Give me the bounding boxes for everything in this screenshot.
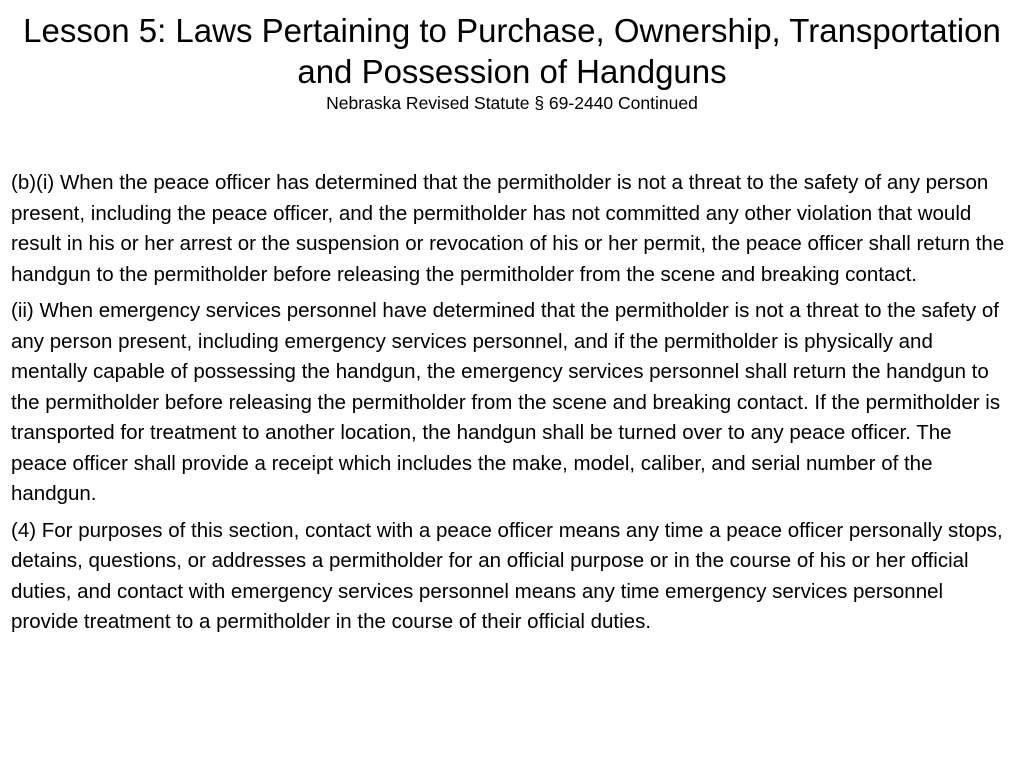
- paragraph-ii: (ii) When emergency services personnel have determined that the permitholder is not a threat to the safety of any person present, including emergency services personnel, and if the permitholder is physically and mentally capable of possessing the handgun, the emergency services personnel shall return the handgun to the permitholder before releasing the permitholder from the scene and breaking contact. If the permitholder is transported for treatment to another location, the handgun shall be turned over to any peace officer. The peace officer shall provide a receipt which includes the make, model, caliber, and serial number of the handgun.: [11, 299, 1001, 505]
- paragraph-4: (4) For purposes of this section, contact with a peace officer means any time a peace officer personally stops, detains, questions, or addresses a permitholder for an official purpose or in the course of his or her official duties, and contact with emergency services personnel means any time emergency services personnel provide treatment to a permitholder in the course of their official duties.: [11, 518, 1003, 633]
- slide-subtitle: Nebraska Revised Statute § 69-2440 Continued: [326, 93, 698, 113]
- slide-title: Lesson 5: Laws Pertaining to Purchase, Ownership, Transportation and Possession of Handguns: [23, 12, 1001, 90]
- slide-body: [11, 168, 1011, 644]
- paragraph-b-i: (b)(i) When the peace officer has determined that the permitholder is not a threat to the safety of any person present, including the peace officer, and the permitholder has not committed any other violation that would result in his or her arrest or the suspension or revocation of his or her permit, the peace officer shall return the handgun to the permitholder before releasing the permitholder from the scene and breaking contact.: [11, 171, 1005, 286]
- title-block: [20, 10, 1004, 114]
